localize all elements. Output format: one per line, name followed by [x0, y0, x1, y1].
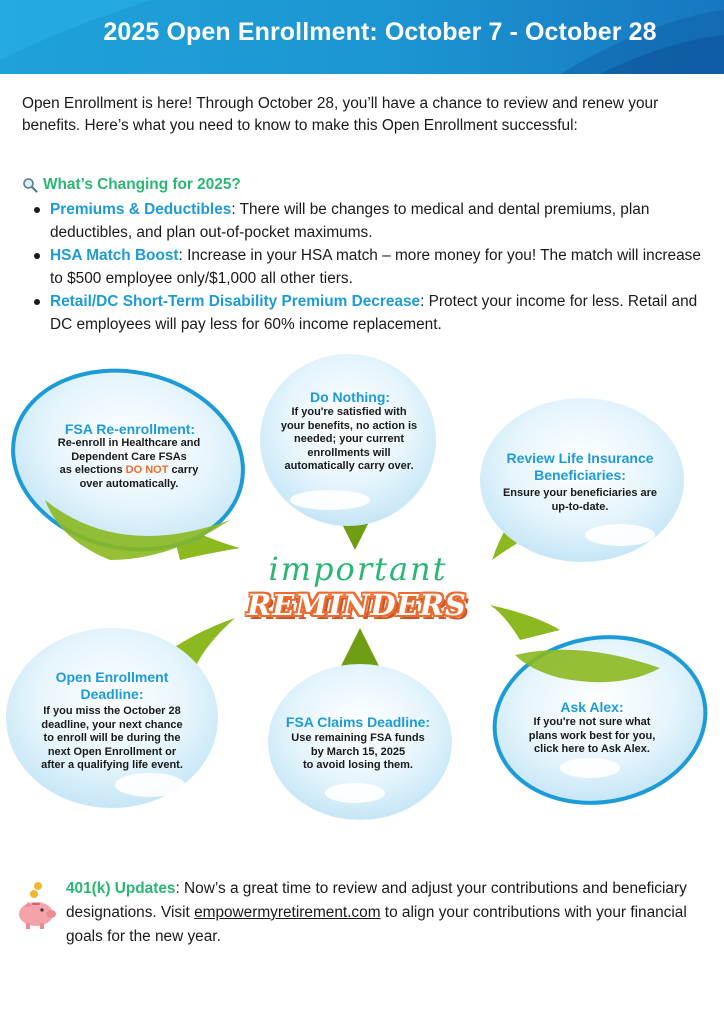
changing-title: What’s Changing for 2025? — [43, 176, 241, 193]
text-line: Re-enroll in Healthcare and — [57, 437, 201, 449]
title-line: Review Life Insurance — [506, 450, 654, 466]
deadline-title — [22, 669, 202, 703]
empower-link[interactable]: empowermyretirement.com — [194, 904, 381, 921]
life-insurance-text — [490, 487, 670, 514]
text-line: next Open Enrollment or — [47, 745, 177, 758]
footer-text: to align your contributions with your financial goals for the new year. — [66, 904, 687, 945]
page-title: 2025 Open Enrollment: October 7 - October 28 — [103, 18, 657, 46]
401k-updates-paragraph — [66, 877, 706, 949]
text-line: carry — [168, 464, 199, 476]
list-item — [30, 244, 702, 290]
text-line: as elections — [59, 464, 126, 476]
item-text: : Increase in your HSA match – more money for you! The match will increase to $500 employee only/$1,000 all other tiers. — [50, 247, 701, 287]
text-line: If you're not sure what — [533, 716, 651, 728]
text-line: needed; your current — [293, 433, 405, 445]
deadline-text — [22, 705, 202, 773]
title-line: Open Enrollment — [55, 669, 169, 685]
cloud-decoration — [325, 783, 385, 803]
changing-heading — [22, 176, 241, 194]
text-line: enrollments will — [307, 446, 391, 459]
footer-text: : Now’s a great time to review and adjust your contributions and beneficiary designations. Visit — [66, 880, 687, 921]
do-nothing-text — [264, 406, 434, 474]
text-line: your benefits, no action is — [280, 419, 418, 432]
text-line: to avoid losing them. — [302, 759, 413, 771]
fsa-claims-text — [268, 732, 448, 773]
warning-text: DO NOT — [125, 464, 169, 476]
cloud-decoration — [290, 490, 370, 510]
intro-paragraph: Open Enrollment is here! Through October 28, you’ll have a chance to review and renew your benefits. Here’s what you need to know to make this Open Enrollment successful: — [22, 95, 659, 134]
ask-alex-title[interactable]: Ask Alex: — [560, 699, 624, 715]
text-line: Dependent Care FSAs — [71, 450, 187, 463]
text-line: over automatically. — [79, 477, 179, 490]
fsa-claims-title: FSA Claims Deadline: — [285, 714, 431, 730]
important-script-text: important — [268, 550, 448, 588]
fsa-reenroll-text — [34, 437, 224, 491]
ask-alex-text[interactable] — [507, 716, 677, 757]
item-lead: Premiums & Deductibles — [50, 201, 232, 218]
item-text: : Protect your income for less. Retail and DC employees will pay less for 60% income replacement. — [50, 293, 698, 333]
reminders-heading: REMINDERS — [247, 588, 467, 622]
magnifier-icon — [22, 177, 38, 193]
title-line: Beneficiaries: — [534, 467, 626, 483]
bullet-icon — [34, 207, 40, 213]
text-line: deadline, your next chance — [41, 718, 183, 731]
title-line: Deadline: — [80, 686, 144, 702]
cloud-decoration — [585, 524, 655, 546]
item-lead: Retail/DC Short-Term Disability Premium Decrease — [50, 293, 421, 310]
bullet-icon — [34, 299, 40, 305]
text-line: up-to-date. — [551, 500, 609, 513]
text-line: If you're satisfied with — [291, 406, 407, 418]
list-item — [30, 198, 702, 244]
piggy-bank-icon — [14, 880, 58, 930]
text-line: plans work best for you, — [528, 729, 656, 742]
item-lead: HSA Match Boost — [50, 247, 179, 264]
cloud-decoration — [115, 773, 185, 797]
life-insurance-title — [490, 450, 670, 484]
list-item — [30, 290, 702, 336]
text-line: Ensure your beneficiaries are — [502, 487, 658, 499]
fsa-reenroll-title: FSA Re-enrollment: — [64, 421, 196, 437]
text-line: If you miss the October 28 — [43, 705, 181, 717]
cloud-decoration — [560, 758, 620, 778]
text-line: by March 15, 2025 — [310, 745, 406, 758]
text-line: to enroll will be during the — [43, 732, 181, 744]
header-banner — [0, 0, 724, 74]
bubble-tail — [340, 628, 380, 668]
changes-list — [30, 198, 702, 336]
401k-lead: 401(k) Updates — [66, 880, 176, 897]
do-nothing-title: Do Nothing: — [309, 389, 391, 405]
item-text: : There will be changes to medical and dental premiums, plan deductibles, and plan out-of-pocket maximums. — [50, 201, 650, 241]
text-line: Use remaining FSA funds — [291, 732, 425, 744]
text-line: after a qualifying life event. — [41, 759, 183, 771]
bullet-icon — [34, 253, 40, 259]
text-line: automatically carry over. — [284, 460, 414, 472]
ask-alex-link[interactable]: click here to Ask Alex. — [534, 743, 650, 755]
